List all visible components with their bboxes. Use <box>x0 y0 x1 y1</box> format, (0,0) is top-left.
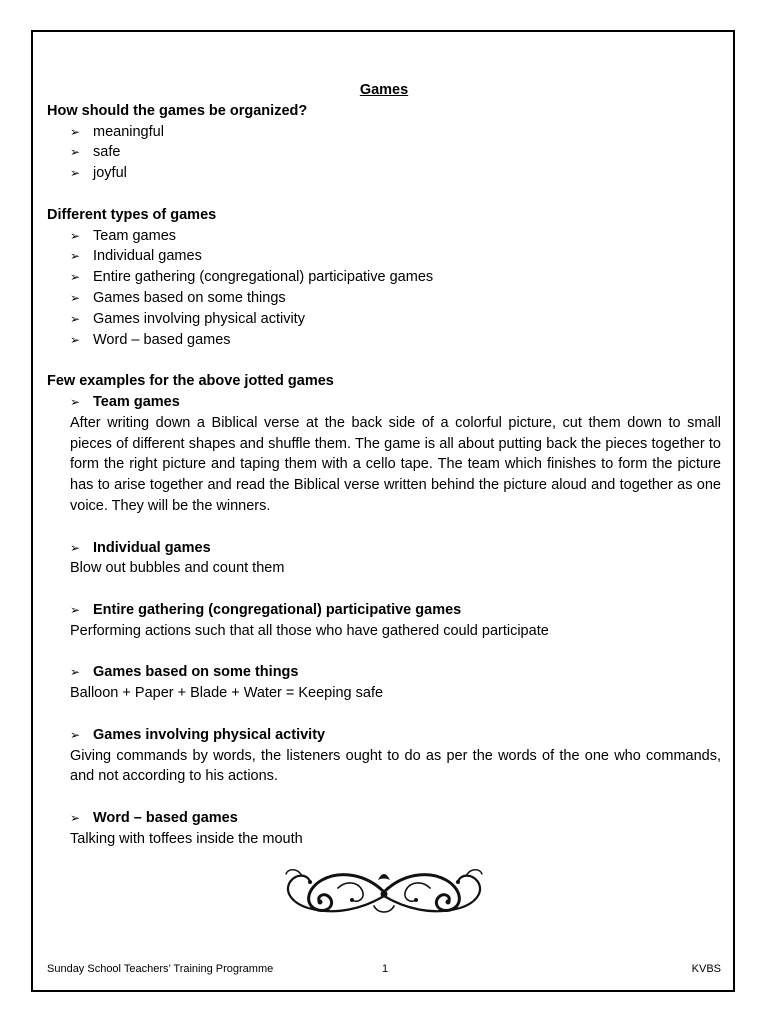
list-item: ➢ Team games <box>47 226 721 247</box>
list-item: ➢ Games involving physical activity <box>47 309 721 330</box>
arrow-bullet-icon: ➢ <box>70 540 81 555</box>
decorative-flourish-icon <box>278 862 490 924</box>
arrow-bullet-icon: ➢ <box>70 270 81 285</box>
list-item: ➢ meaningful <box>47 122 721 143</box>
example-heading-physical-games: ➢ Games involving physical activity <box>47 725 721 746</box>
organization-list <box>47 122 721 184</box>
types-list <box>47 226 721 351</box>
arrow-bullet-icon: ➢ <box>70 394 81 409</box>
example-heading-word-games: ➢ Word – based games <box>47 808 721 829</box>
arrow-bullet-icon: ➢ <box>70 145 81 160</box>
section-heading-examples: Few examples for the above jotted games <box>47 373 334 390</box>
page-title: Games <box>359 82 409 98</box>
example-text-individual-games: Blow out bubbles and count them <box>70 560 285 577</box>
list-item: ➢ Word – based games <box>47 330 721 351</box>
example-heading-individual-games: ➢ Individual games <box>47 538 721 559</box>
arrow-bullet-icon: ➢ <box>70 810 81 825</box>
section-heading-types: Different types of games <box>47 206 217 223</box>
list-item: ➢ Games based on some things <box>47 288 721 309</box>
list-item: ➢ safe <box>47 142 721 163</box>
example-text-word-games: Talking with toffees inside the mouth <box>70 830 303 847</box>
example-heading-things-games: ➢ Games based on some things <box>47 662 721 683</box>
footer-programme-name: Sunday School Teachers’ Training Programme <box>47 963 274 975</box>
arrow-bullet-icon: ➢ <box>70 290 81 305</box>
list-item: ➢ Individual games <box>47 246 721 267</box>
arrow-bullet-icon: ➢ <box>70 665 81 680</box>
footer-page-number: 1 <box>382 963 389 975</box>
list-item: ➢ joyful <box>47 163 721 184</box>
arrow-bullet-icon: ➢ <box>70 249 81 264</box>
example-text-physical-games: Giving commands by words, the listeners ought to do as per the words of the one who commands, and not according to his actions. <box>70 747 721 785</box>
arrow-bullet-icon: ➢ <box>70 228 81 243</box>
example-heading-congregational-games: ➢ Entire gathering (congregational) participative games <box>47 600 721 621</box>
arrow-bullet-icon: ➢ <box>70 332 81 347</box>
footer-organization: KVBS <box>691 963 721 975</box>
example-text-things-games: Balloon + Paper + Blade + Water = Keeping safe <box>70 685 384 702</box>
arrow-bullet-icon: ➢ <box>70 727 81 742</box>
arrow-bullet-icon: ➢ <box>70 602 81 617</box>
document-body <box>47 80 721 849</box>
example-text-team-games: After writing down a Biblical verse at the back side of a colorful picture, cut them down to small pieces of different shapes and shuffle them. The game is all about putting back the pieces together to form the right picture and taping them with a cello tape. The team which finishes to form the picture has to arise together and read the Biblical verse written behind the picture aloud and together as one voice. They will be the winners. <box>70 414 721 514</box>
section-heading-organization: How should the games be organized? <box>47 102 308 119</box>
arrow-bullet-icon: ➢ <box>70 124 81 139</box>
arrow-bullet-icon: ➢ <box>70 166 81 181</box>
arrow-bullet-icon: ➢ <box>70 311 81 326</box>
example-text-congregational-games: Performing actions such that all those who have gathered could participate <box>70 622 549 639</box>
list-item: ➢ Entire gathering (congregational) participative games <box>47 267 721 288</box>
example-heading-team-games: ➢ Team games <box>47 392 721 413</box>
